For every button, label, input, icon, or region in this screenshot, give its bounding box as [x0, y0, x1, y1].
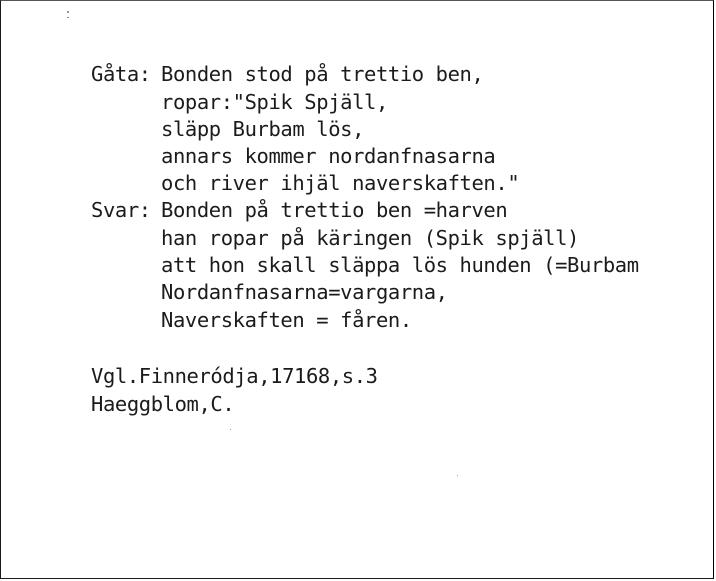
riddle-text-line: släpp Burbam lös, [161, 117, 365, 141]
riddle-line-4 [91, 143, 495, 169]
riddle-text-line: ropar:"Spik Spjäll, [161, 90, 388, 114]
answer-label: Svar: [91, 198, 151, 222]
answer-text-line: Nordanfnasarna=vargarna, [161, 280, 448, 304]
riddle-line-3 [91, 116, 364, 142]
answer-line-1 [91, 197, 507, 223]
answer-line-5 [91, 307, 412, 333]
riddle-line-2 [91, 89, 388, 115]
dust-speck [230, 429, 231, 430]
dust-speck [67, 17, 69, 18]
dust-speck [67, 11, 69, 13]
riddle-text-line: annars kommer nordanfnasarna [161, 144, 496, 168]
collector-name: Haeggblom,C. [91, 392, 235, 416]
riddle-text-line: och river ihjäl naverskaften." [161, 171, 520, 195]
riddle-line-5 [91, 170, 519, 196]
riddle-line-1 [91, 61, 483, 87]
dust-speck [457, 475, 458, 476]
answer-text-line: han ropar på käringen (Spik spjäll) [161, 226, 579, 250]
answer-line-3 [91, 252, 639, 278]
answer-line-2 [91, 225, 579, 251]
riddle-label: Gåta: [91, 62, 151, 86]
answer-text-line: Bonden på trettio ben =harven [161, 198, 508, 222]
answer-text-line: Naverskaften = fåren. [161, 308, 412, 332]
riddle-text-line: Bonden stod på trettio ben, [161, 62, 484, 86]
answer-text-line: att hon skall släppa lös hunden (=Burbam [161, 253, 639, 277]
answer-line-4 [91, 279, 448, 305]
reference-source: Vgl.Finneródja,17168,s.3 [91, 364, 378, 388]
